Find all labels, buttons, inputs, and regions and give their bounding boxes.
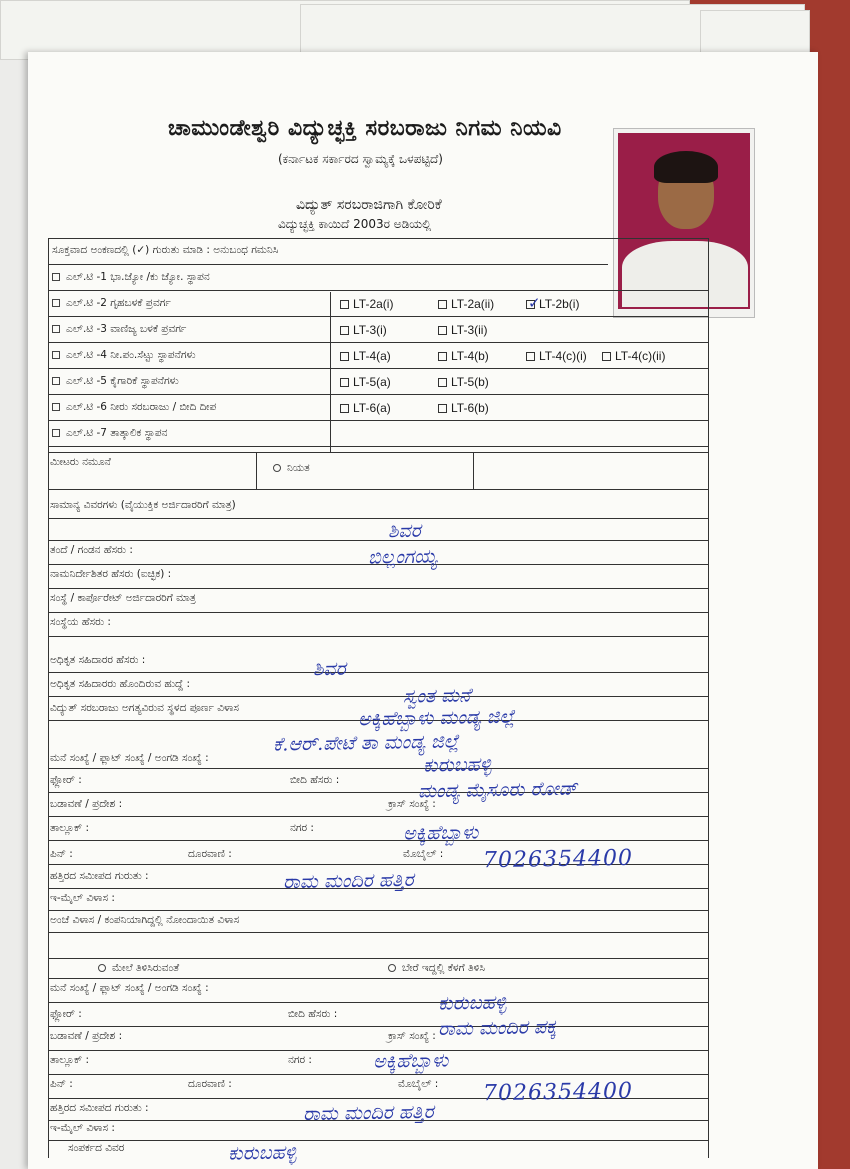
category-checkbox[interactable]	[52, 377, 60, 385]
hw-area1: ಮಂಡ್ಯ ಮೈಸೂರು ರೋಡ್	[417, 777, 578, 803]
option-checkbox[interactable]	[340, 378, 349, 387]
option-lt-6-b[interactable]	[438, 401, 489, 415]
option-lt-3-i[interactable]	[340, 323, 387, 337]
general-section-title: ಸಾಮಾನ್ಯ ವಿವರಗಳು (ವೈಯುಕ್ತಿಕ ಅರ್ಜಿದಾರರಿಗೆ ಮಾತ್ರ)	[50, 499, 236, 511]
option-label: LT-6(b)	[451, 401, 489, 415]
option-checkbox[interactable]	[340, 352, 349, 361]
field-cross-no-label: ಕ್ರಾಸ್ ಸಂಖ್ಯೆ :	[388, 1030, 436, 1042]
address-radio[interactable]	[388, 964, 396, 972]
field-email-label: ಇ-ಮೈಲ್ ವಿಳಾಸ :	[50, 892, 115, 904]
field-area-label: ಬಡಾವಣೆ / ಪ್ರದೇಶ :	[50, 1030, 123, 1042]
field-taluk-label: ತಾಲ್ಲೂಕ್ :	[50, 822, 90, 834]
field-email-label: ಇ-ಮೈಲ್ ವಿಳಾಸ :	[50, 1122, 115, 1134]
field-landmark-label: ಹತ್ತಿರದ ಸಮೀಪದ ಗುರುತು :	[50, 870, 149, 882]
option-label: LT-4(c)(i)	[539, 349, 587, 363]
hw-cross2: ರಾಮ ಮಂದಿರ ಪಕ್ಕ	[437, 1015, 557, 1041]
option-checkbox[interactable]	[340, 300, 349, 309]
field-street-label: ಬೀದಿ ಹೆಸರು :	[288, 1008, 338, 1020]
field-house-no-label: ಮನೆ ಸಂಖ್ಯೆ / ಫ್ಲಾಟ್ ಸಂಖ್ಯೆ / ಅಂಗಡಿ ಸಂಖ್ಯೆ :	[50, 752, 209, 764]
form-act: ವಿದ್ಯುಚ್ಛಕ್ತಿ ಕಾಯಿದೆ 2003ರ ಅಡಿಯಲ್ಲಿ	[278, 217, 432, 231]
form-title: ವಿದ್ಯುತ್ ಸರಬರಾಜಿಗಾಗಿ ಕೋರಿಕೆ	[296, 197, 442, 213]
option-lt-4-c-i[interactable]	[526, 349, 587, 363]
option-checkbox[interactable]	[526, 352, 535, 361]
option-checkbox[interactable]	[438, 300, 447, 309]
field-premises-address-label: ವಿದ್ಯುತ್ ಸರಬರಾಜು ಅಗತ್ಯವಿರುವ ಸ್ಥಳದ ಪೂರ್ಣ ವಿಳಾಸ	[50, 702, 239, 714]
category-row[interactable]	[52, 427, 168, 440]
hw-father: ಬಿಲ್ಲಂಗಯ್ಯ	[367, 545, 438, 569]
option-label: LT-4(b)	[451, 349, 489, 363]
option-checkbox[interactable]	[340, 404, 349, 413]
option-lt-6-a[interactable]	[340, 401, 391, 415]
category-checkbox[interactable]	[52, 325, 60, 333]
category-checkbox[interactable]	[52, 429, 60, 437]
field-same-as-above-label: ಮೇಲೆ ತಿಳಿಸಿರುವಂತೆ	[98, 962, 179, 975]
field-pin-label: ಪಿನ್ :	[50, 848, 73, 860]
field-father-name-label: ತಂದೆ / ಗಂಡನ ಹೆಸರು :	[50, 544, 133, 556]
category-checkbox[interactable]	[52, 299, 60, 307]
field-landmark-label: ಹತ್ತಿರದ ಸಮೀಪದ ಗುರುತು :	[50, 1102, 149, 1114]
hw-city2: ಅಕ್ಕಿಹೆಬ್ಬಾಳು	[372, 1049, 449, 1073]
field-taluk-label: ತಾಲ್ಲೂಕ್ :	[50, 1054, 90, 1066]
category-checkbox[interactable]	[52, 403, 60, 411]
category-label: ಎಲ್.ಟಿ -3 ವಾಣಿಜ್ಯ ಬಳಕೆ ಪ್ರವರ್ಗ	[66, 323, 187, 335]
option-label: LT-2b(i)	[539, 297, 580, 311]
address-radio[interactable]	[98, 964, 106, 972]
hw-mobile2: 7026354400	[482, 1078, 634, 1107]
option-lt-5-b[interactable]	[438, 375, 489, 389]
option-label: LT-4(a)	[353, 349, 391, 363]
option-checkbox[interactable]	[438, 404, 447, 413]
option-lt-2a-ii[interactable]	[438, 297, 494, 311]
category-label: ಎಲ್.ಟಿ -1 ಭಾ.ಜ್ಯೋ /ಕು ಜ್ಯೋ. ಸ್ಥಾಪನ	[66, 271, 210, 283]
option-lt-4-b[interactable]	[438, 349, 489, 363]
hw-name: ಶಿವರ	[387, 519, 421, 543]
hw-addr1: ಸ್ವಂತ ಮನೆ	[402, 684, 471, 708]
field-comm-address-label: ಅಂಚೆ ವಿಳಾಸ / ಕಂಪನಿಯಾಗಿದ್ದಲ್ಲಿ ನೋಂದಾಯಿತ ವಿಳಾಸ	[50, 914, 240, 926]
field-nominee-name-label: ನಾಮನಿರ್ದೇಶಿತರ ಹೆಸರು (ಐಚ್ಛಿಕ) :	[50, 568, 172, 580]
category-row[interactable]	[52, 375, 179, 388]
category-row[interactable]	[52, 297, 171, 310]
category-label: ಎಲ್.ಟಿ -5 ಕೈಗಾರಿಕೆ ಸ್ಥಾಪನೆಗಳು	[66, 375, 179, 387]
application-form-page	[28, 52, 818, 1169]
option-lt-3-ii[interactable]	[438, 323, 487, 337]
option-lt-4-a[interactable]	[340, 349, 391, 363]
option-label: LT-5(b)	[451, 375, 489, 389]
category-row[interactable]	[52, 401, 216, 414]
category-label: ಎಲ್.ಟಿ -7 ತಾತ್ಕಾಲಿಕ ಸ್ಥಾಪನ	[66, 427, 168, 439]
field-floor-label: ಫ್ಲೋರ್ :	[50, 1008, 82, 1020]
field-occupier-designation-label: ಅಧಿಕೃತ ಸಹಿದಾರರು ಹೊಂದಿರುವ ಹುದ್ದೆ :	[50, 678, 191, 690]
hw-mobile1: 7026354400	[482, 845, 634, 874]
hw-street2: ಕುರುಬಹಳ್ಳಿ	[437, 991, 507, 1015]
option-checkbox[interactable]	[438, 378, 447, 387]
field-contact-details-label: ಸಂಪರ್ಕದ ವಿವರ	[68, 1142, 125, 1154]
option-label: LT-4(c)(ii)	[615, 349, 666, 363]
company-title: ಚಾಮುಂಡೇಶ್ವರಿ ವಿದ್ಯುಚ್ಛಕ್ತಿ ಸರಬರಾಜು ನಿಗಮ ನಿಯವಿ	[168, 116, 562, 141]
option-label: LT-2a(i)	[353, 297, 394, 311]
field-street-label: ಬೀದಿ ಹೆಸರು :	[290, 774, 340, 786]
category-label: ಎಲ್.ಟಿ -6 ನೀರು ಸರಬರಾಜು / ಬೀದಿ ದೀಪ	[66, 401, 217, 413]
field-floor-label: ಫ್ಲೋರ್ :	[50, 774, 82, 786]
category-row[interactable]	[52, 349, 196, 362]
category-checkbox[interactable]	[52, 351, 60, 359]
option-checkbox[interactable]: ✓	[528, 295, 541, 312]
option-label: LT-5(a)	[353, 375, 391, 389]
hw-landmark2: ರಾಮ ಮಂದಿರ ಹತ್ತಿರ	[302, 1100, 434, 1126]
option-lt-4-c-ii[interactable]	[602, 349, 665, 363]
category-label: ಎಲ್.ಟಿ -4 ನೀ.ಪಂ.ಸೆಟ್ಟು ಸ್ಥಾಪನೆಗಳು	[66, 349, 196, 361]
hw-landmark1: ರಾಮ ಮಂದಿರ ಹತ್ತಿರ	[282, 868, 414, 894]
hw-street1: ಕುರುಬಹಳ್ಳಿ	[422, 753, 492, 777]
field-if-different-label: ಬೇರೆ ಇದ್ದಲ್ಲಿ ಕೆಳಗೆ ತಿಳಿಸಿ	[388, 962, 485, 975]
option-lt-2a-i[interactable]	[340, 297, 393, 311]
hw-city1: ಅಕ್ಕಿಹೆಬ್ಬಾಳು	[402, 821, 479, 845]
field-firm-name-label: ಸಂಸ್ಥೆಯ ಹೆಸರು :	[50, 616, 111, 628]
field-occupier-name-label: ಅಧಿಕೃತ ಸಹಿದಾರರ ಹೆಸರು :	[50, 654, 146, 666]
hw-occupier: ಶಿವರ	[312, 657, 346, 681]
option-checkbox[interactable]	[438, 326, 447, 335]
hw-contact: ಕುರುಬಹಳ್ಳಿ	[227, 1141, 297, 1165]
option-label: LT-2a(ii)	[451, 297, 495, 311]
field-area-label: ಬಡಾವಣೆ / ಪ್ರದೇಶ :	[50, 798, 123, 810]
option-label: LT-3(i)	[353, 323, 387, 337]
hw-addr2: ಅಕ್ಕಿಹೆಬ್ಬಾಳು ಮಂಡ್ಯ ಜಿಲ್ಲೆ	[357, 705, 515, 731]
field-cross-no-label: ಕ್ರಾಸ್ ಸಂಖ್ಯೆ :	[388, 798, 436, 810]
option-label: LT-6(a)	[353, 401, 391, 415]
category-checkbox[interactable]	[52, 273, 60, 281]
option-label: LT-3(ii)	[451, 323, 488, 337]
company-subtitle: (ಕರ್ನಾಟಕ ಸರ್ಕಾರದ ಸ್ವಾಮ್ಯಕ್ಕೆ ಒಳಪಟ್ಟಿದೆ)	[278, 152, 443, 166]
field-city-label: ನಗರ :	[290, 822, 314, 834]
option-lt-5-a[interactable]	[340, 375, 391, 389]
field-pin-label: ಪಿನ್ :	[50, 1078, 73, 1090]
option-checkbox[interactable]	[438, 352, 447, 361]
option-checkbox[interactable]	[602, 352, 611, 361]
field-corporate-label: ಸಂಸ್ಥೆ / ಕಾರ್ಪೊರೇಟ್ ಅರ್ಜಿದಾರರಿಗೆ ಮಾತ್ರ	[50, 592, 196, 604]
meter-type-option[interactable]: ನಿಯತ	[273, 462, 310, 475]
option-lt-2b-i[interactable]	[526, 297, 579, 311]
field-house-no-label: ಮನೆ ಸಂಖ್ಯೆ / ಫ್ಲಾಟ್ ಸಂಖ್ಯೆ / ಅಂಗಡಿ ಸಂಖ್ಯೆ :	[50, 982, 209, 994]
field-mobile-label: ಮೊಬೈಲ್ :	[398, 1078, 439, 1090]
field-city-label: ನಗರ :	[288, 1054, 312, 1066]
category-row[interactable]	[52, 271, 210, 284]
field-mobile-label: ಮೊಬೈಲ್ :	[403, 848, 444, 860]
category-row[interactable]	[52, 323, 186, 336]
instruction-text: ಸೂಕ್ತವಾದ ಅಂಕಣದಲ್ಲಿ (✓) ಗುರುತು ಮಾಡಿ : ಅನುಬಂಧ ಗಮನಿಸಿ	[52, 244, 279, 256]
category-label: ಎಲ್.ಟಿ -2 ಗೃಹಬಳಕೆ ಪ್ರವರ್ಗ	[66, 297, 171, 309]
meter-radio[interactable]	[273, 464, 281, 472]
field-phone-label: ದೂರವಾಣಿ :	[188, 848, 232, 860]
field-phone-label: ದೂರವಾಣಿ :	[188, 1078, 232, 1090]
hw-addr3: ಕೆ.ಆರ್.ಪೇಟೆ ತಾ ಮಂಡ್ಯ ಜಿಲ್ಲೆ	[272, 730, 460, 756]
meter-type-label: ಮೀಟರು ನಮೂನೆ	[50, 456, 111, 468]
option-checkbox[interactable]	[340, 326, 349, 335]
